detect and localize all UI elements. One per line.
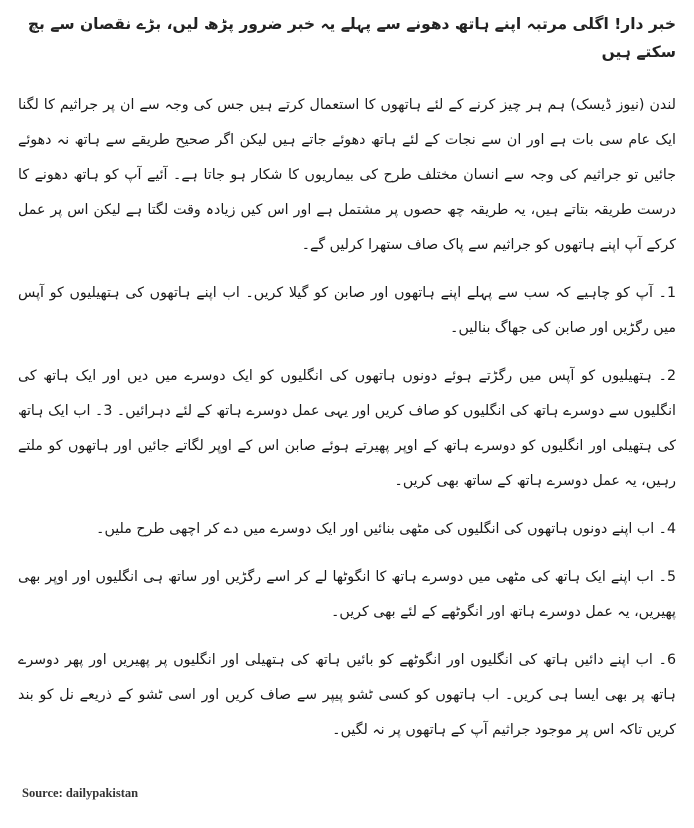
step-6-paragraph: 6۔ اب اپنے دائیں ہاتھ کی انگلیوں اور انگوٹھے کو بائیں ہاتھ کی ہتھیلی اور انگلیوں پر پھیریں اور پھر دوسرے ہاتھ پر بھی ایسا ہی کریں۔ اب ہاتھوں کو کسی ٹشو پیپر سے صاف کریں اور اسی ٹشو کے ذریعے نل کو بند کریں تاکہ اس پر موجود جراثیم آپ کے ہاتھوں پر نہ لگیں۔ xyxy=(18,652,676,738)
source-credit: Source: dailypakistan xyxy=(22,786,139,800)
step-4-paragraph: 4۔ اب اپنے دونوں ہاتھوں کی انگلیوں کی مٹھی بنائیں اور ایک دوسرے میں دے کر اچھی طرح ملیں۔ xyxy=(96,521,676,537)
article xyxy=(18,10,676,828)
intro-paragraph: لندن (نیوز ڈیسک) ہم ہر چیز کرنے کے لئے ہاتھوں کا استعمال کرتے ہیں جس کی وجہ سے ان پر جراثیم کا لگنا ایک عام سی بات ہے اور ان سے نجات کے لئے ہاتھ دھوئے جاتے ہیں لیکن اگر صحیح طریقے سے ہاتھ نہ دھوئے جائیں تو جراثیم کی وجہ سے انسان مختلف طرح کی بیماریوں کا شکار ہو جاتا ہے۔ آئیے آپ کو ہاتھ دھونے کا درست طریقہ بتاتے ہیں، یہ طریقہ چھ حصوں پر مشتمل ہے اور اس کیں زیادہ وقت لگتا ہے لیکن اس پر عمل کرکے آپ اپنے ہاتھوں کو جراثیم سے پاک صاف ستھرا کرلیں گے۔ xyxy=(18,97,676,253)
steps-2-3-paragraph: 2۔ ہتھیلیوں کو آپس میں رگڑتے ہوئے دونوں ہاتھوں کی انگلیوں کو ایک دوسرے میں دیں اور ایک ہاتھ کی انگلیوں سے دوسرے ہاتھ کی انگلیوں کو صاف کریں اور یہی عمل دوسرے ہاتھ کے لئے دہرائیں۔ 3۔ اب ایک ہاتھ کی ہتھیلی اور انگلیوں کو دوسرے ہاتھ کے اوپر پھیرتے ہوئے صابن اس کے اوپر لگاتے جائیں اور ہاتھوں کو ملتے رہیں، یہ عمل دوسرے ہاتھ کے ساتھ بھی کریں۔ xyxy=(18,368,676,489)
step-1-paragraph: 1۔ آپ کو چاہیے کہ سب سے پہلے اپنے ہاتھوں اور صابن کو گیلا کریں۔ اب اپنے ہاتھوں کی ہتھیلیوں کو آپس میں رگڑیں اور صابن کی جھاگ بنالیں۔ xyxy=(18,285,676,336)
step-5-paragraph: 5۔ اب اپنے ایک ہاتھ کی مٹھی میں دوسرے ہاتھ کا انگوٹھا لے کر اسے رگڑیں اور ساتھ ہی انگلیوں اور اوپر بھی پھیریں، یہ عمل دوسرے ہاتھ اور انگوٹھے کے لئے بھی کریں۔ xyxy=(18,569,676,620)
article-headline: خبر دار! اگلی مرتبہ اپنے ہاتھ دھونے سے پہلے یہ خبر ضرور پڑھ لیں، بڑے نقصان سے بچ سکتے ہیں xyxy=(27,15,676,61)
